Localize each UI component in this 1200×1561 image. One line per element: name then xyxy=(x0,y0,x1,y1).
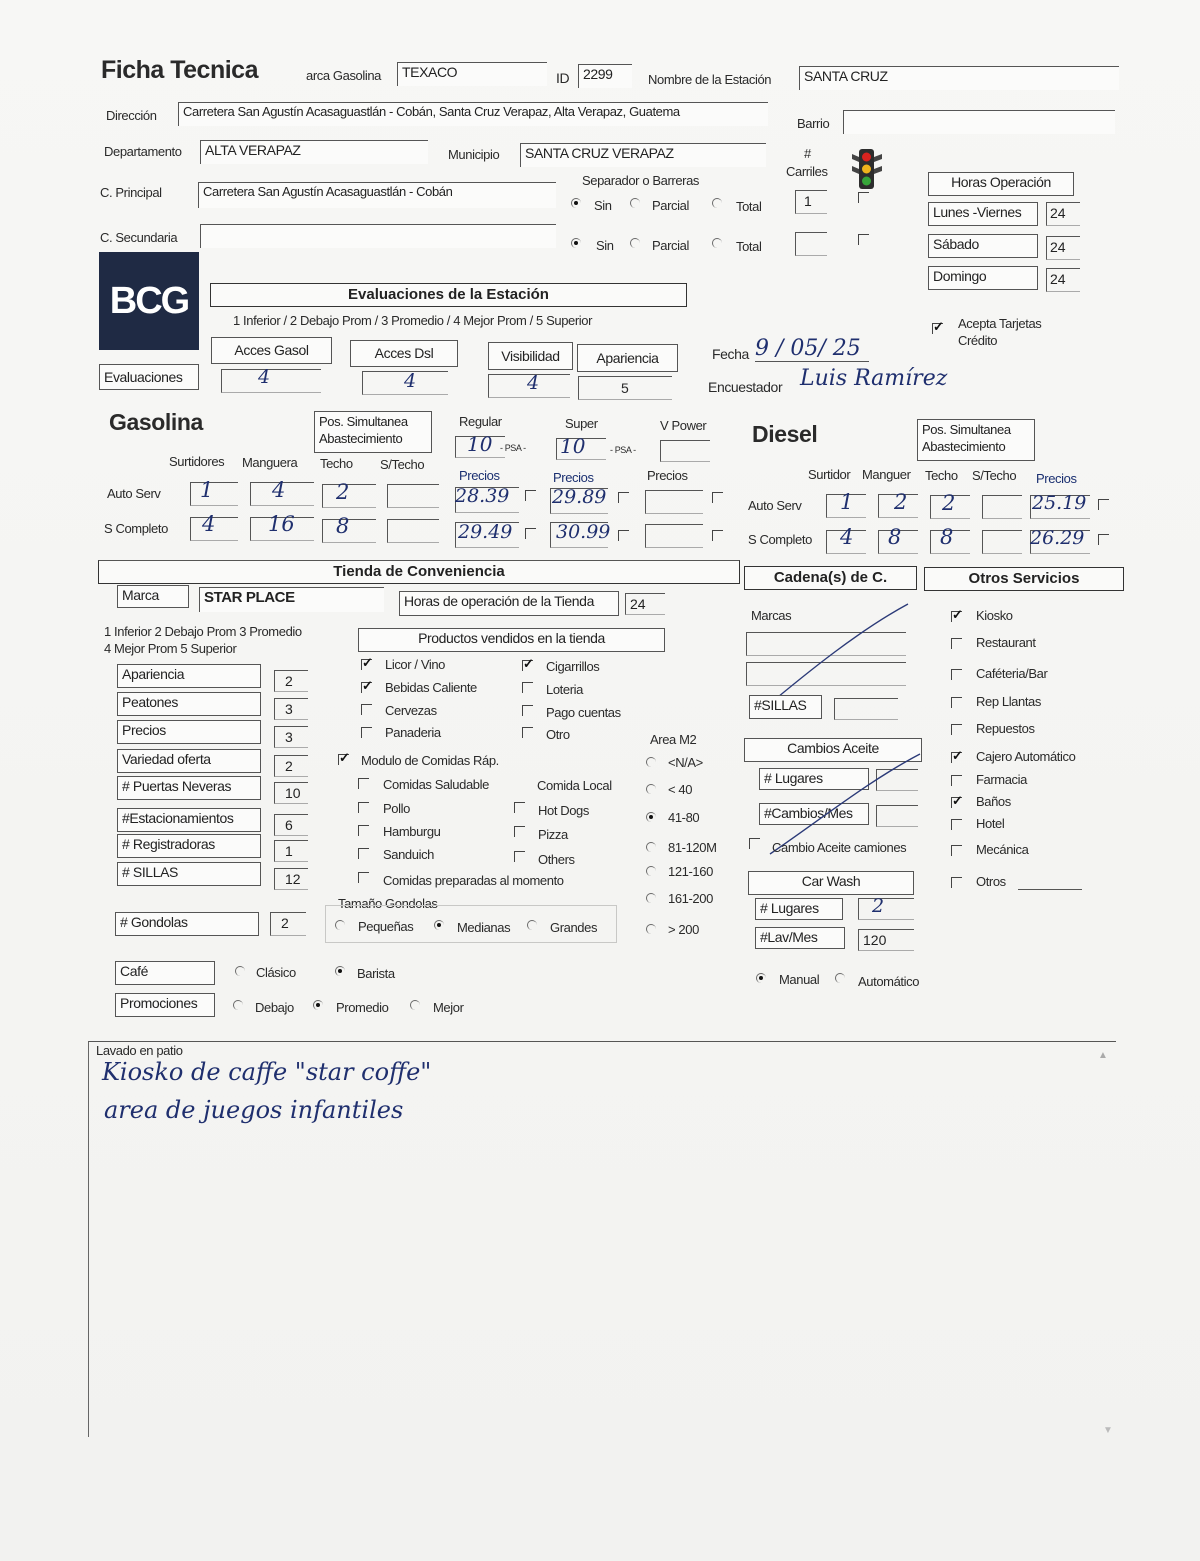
gasolina-full-manguera: 16 xyxy=(268,512,295,536)
promo-debajo-radio[interactable] xyxy=(233,1000,243,1010)
gasolina-full-techo: 8 xyxy=(336,514,350,538)
address-label: Dirección xyxy=(106,108,157,123)
station-name-label: Nombre de la Estación xyxy=(648,72,772,87)
loteria-checkbox[interactable] xyxy=(522,682,533,693)
pollo-label: Pollo xyxy=(383,801,410,816)
store-metric-value[interactable]: 3 xyxy=(274,726,308,748)
service-checkbox[interactable] xyxy=(951,669,962,680)
store-brand-field[interactable]: STAR PLACE xyxy=(199,587,384,612)
evaluations-row-label: Evaluaciones xyxy=(99,364,199,390)
evaluations-scale: 1 Inferior / 2 Debajo Prom / 3 Promedio / 4 Mejor Prom / 5 Superior xyxy=(233,313,593,328)
licor-checkbox[interactable] xyxy=(361,659,372,670)
service-label: Otros xyxy=(976,874,1006,889)
saludable-label: Comidas Saludable xyxy=(383,777,489,792)
super-positions-value: 10 xyxy=(560,434,586,458)
principal-total-label: Total xyxy=(736,199,762,214)
cigarrillos-label: Cigarrillos xyxy=(546,659,600,674)
store-metric-label: #Estacionamientos xyxy=(117,808,261,832)
pago-label: Pago cuentas xyxy=(546,705,621,720)
acces-gasol-header: Acces Gasol xyxy=(211,337,332,364)
id-field[interactable]: 2299 xyxy=(578,64,632,88)
preparadas-checkbox[interactable] xyxy=(358,872,369,883)
municipality-field[interactable]: SANTA CRUZ VERAPAZ xyxy=(520,143,766,167)
wash-lugares-value: 2 xyxy=(872,895,885,917)
products-title: Productos vendidos en la tienda xyxy=(358,628,665,652)
wash-title: Car Wash xyxy=(748,871,914,895)
super-full-price: 30.99 xyxy=(556,521,611,543)
credit-card-label-1: Acepta Tarjetas xyxy=(958,316,1042,331)
regular-auto-price: 28.39 xyxy=(455,485,510,507)
service-label: Caféteria/Bar xyxy=(976,666,1048,681)
vpower-auto-price-field[interactable] xyxy=(645,490,703,514)
pizza-checkbox[interactable] xyxy=(514,826,525,837)
service-checkbox[interactable] xyxy=(951,697,962,708)
vpower-auto-price-check[interactable] xyxy=(712,492,723,503)
diesel-pos-box xyxy=(917,419,1035,461)
address-field[interactable]: Carretera San Agustín Acasaguastlán - Cobán, Santa Cruz Verapaz, Alta Verapaz, Guatema xyxy=(178,102,768,126)
diesel-title: Diesel xyxy=(752,421,818,447)
super-prices-label: Precios xyxy=(553,470,594,485)
store-metric-label: # SILLAS xyxy=(117,862,261,886)
area-option-label: > 200 xyxy=(668,922,699,937)
secondary-parcial-label: Parcial xyxy=(652,238,689,253)
vpower-prices-label: Precios xyxy=(647,468,688,483)
form-title: Ficha Tecnica xyxy=(101,56,258,84)
diesel-auto-stecho-field[interactable] xyxy=(982,495,1022,519)
principal-field[interactable]: Carretera San Agustín Acasaguastlán - Cobán xyxy=(198,182,556,208)
bebidas-checkbox[interactable] xyxy=(361,682,372,693)
gasolina-full-label: S Completo xyxy=(104,521,168,536)
barrio-label: Barrio xyxy=(797,116,830,131)
area-option-label: 81-120M xyxy=(668,840,717,855)
diesel-full-stecho-field[interactable] xyxy=(982,530,1022,554)
credit-card-checkbox[interactable] xyxy=(932,323,943,334)
diesel-auto-surtidor: 1 xyxy=(840,490,854,514)
principal-label: C. Principal xyxy=(100,185,162,200)
principal-separator-parcial-radio[interactable] xyxy=(630,198,640,208)
store-metric-label: Apariencia xyxy=(117,664,261,688)
diesel-full-price-check[interactable] xyxy=(1098,534,1109,545)
wash-lugares-label: # Lugares xyxy=(755,898,843,920)
area-option-radio[interactable] xyxy=(646,784,656,794)
date-label: Fecha xyxy=(712,346,749,362)
service-label: Rep Llantas xyxy=(976,694,1041,709)
hotdogs-checkbox[interactable] xyxy=(514,802,525,813)
service-checkbox[interactable] xyxy=(951,611,962,622)
oil-lugares-label: # Lugares xyxy=(759,768,869,790)
gasolina-title: Gasolina xyxy=(109,409,203,435)
wash-mes-field[interactable]: 120 xyxy=(858,929,914,951)
diesel-full-label: S Completo xyxy=(748,532,812,547)
diesel-col-techo: Techo xyxy=(925,468,958,483)
gasolina-full-surtidores: 4 xyxy=(202,512,216,536)
diesel-pos-line-2: Abastecimiento xyxy=(922,439,1006,454)
gondola-pequenas-radio[interactable] xyxy=(335,920,345,930)
store-metric-label: Variedad oferta xyxy=(117,749,261,773)
gasolina-pos-line-2: Abastecimiento xyxy=(319,431,403,446)
hamburgu-checkbox[interactable] xyxy=(358,825,369,836)
store-scale-2: 4 Mejor Prom 5 Superior xyxy=(104,641,237,656)
fuel-regular-label: Regular xyxy=(459,414,502,429)
service-checkbox[interactable] xyxy=(951,724,962,735)
service-label: Baños xyxy=(976,794,1011,809)
acces-dsl-value: 4 xyxy=(404,370,417,392)
diesel-pos-line-1: Pos. Simultanea xyxy=(922,422,1011,437)
store-metric-value[interactable]: 1 xyxy=(274,840,308,862)
area-title: Area M2 xyxy=(650,732,697,747)
principal-lanes-field[interactable]: 1 xyxy=(795,190,827,214)
surveyor-value[interactable]: Luis Ramírez xyxy=(800,366,948,391)
service-checkbox[interactable] xyxy=(951,638,962,649)
area-option-label: < 40 xyxy=(668,782,693,797)
promo-label: Promociones xyxy=(115,993,215,1017)
regular-full-price-check[interactable] xyxy=(525,528,536,539)
panaderia-checkbox[interactable] xyxy=(361,727,372,738)
chains-sillas-label: #SILLAS xyxy=(749,695,822,719)
gondola-size-title: Tamaño Gondolas xyxy=(338,896,438,911)
scroll-down-icon[interactable]: ▼ xyxy=(1103,1425,1113,1436)
area-option-label: 41-80 xyxy=(668,810,700,825)
gasolina-pos-line-1: Pos. Simultanea xyxy=(319,414,408,429)
scroll-up-icon[interactable]: ▲ xyxy=(1098,1050,1108,1061)
pago-checkbox[interactable] xyxy=(522,705,533,716)
otro-label: Otro xyxy=(546,727,570,742)
others-label: Others xyxy=(538,852,575,867)
service-checkbox[interactable] xyxy=(951,877,962,888)
gasolina-auto-manguera: 4 xyxy=(272,478,286,502)
gondolas-label: # Gondolas xyxy=(115,912,259,936)
gasolina-auto-stecho-field[interactable] xyxy=(387,484,439,508)
station-name-field[interactable]: SANTA CRUZ xyxy=(799,66,1119,90)
service-label: Repuestos xyxy=(976,721,1035,736)
diesel-auto-price: 25.19 xyxy=(1032,492,1087,514)
store-metric-label: # Puertas Neveras xyxy=(117,776,261,800)
gasolina-col-techo: Techo xyxy=(320,456,353,471)
fuel-super-label: Super xyxy=(565,416,598,431)
traffic-light-icon xyxy=(851,148,883,190)
saturday-hours-field[interactable]: 24 xyxy=(1046,236,1080,260)
others-checkbox[interactable] xyxy=(514,851,525,862)
principal-parcial-label: Parcial xyxy=(652,198,689,213)
chains-marcas-label: Marcas xyxy=(751,608,792,623)
cafe-label: Café xyxy=(115,961,215,985)
principal-separator-sin-radio[interactable] xyxy=(571,198,581,208)
cafe-clasico-radio[interactable] xyxy=(235,966,245,976)
store-scale-1: 1 Inferior 2 Debajo Prom 3 Promedio xyxy=(104,624,302,639)
store-hours-label: Horas de operación de la Tienda xyxy=(399,591,619,616)
diesel-col-stecho: S/Techo xyxy=(972,468,1017,483)
store-hours-field[interactable]: 24 xyxy=(625,593,665,615)
diesel-auto-price-check[interactable] xyxy=(1098,499,1109,510)
otro-checkbox[interactable] xyxy=(522,727,533,738)
gasolina-col-stecho: S/Techo xyxy=(380,457,425,472)
service-checkbox[interactable] xyxy=(951,845,962,856)
store-title: Tienda de Conveniencia xyxy=(98,560,740,584)
super-auto-price-check[interactable] xyxy=(618,492,629,503)
service-checkbox[interactable] xyxy=(951,775,962,786)
secondary-total-label: Total xyxy=(736,239,762,254)
service-checkbox[interactable] xyxy=(951,752,962,763)
brand-label: arca Gasolina xyxy=(306,68,382,83)
department-label: Departamento xyxy=(104,144,182,159)
secondary-label: C. Secundaria xyxy=(100,230,178,245)
vpower-full-price-check[interactable] xyxy=(712,530,723,541)
diesel-full-techo: 8 xyxy=(940,525,954,549)
visibilidad-value: 4 xyxy=(527,372,540,394)
promo-promedio-label: Promedio xyxy=(336,1000,389,1015)
apariencia-value: 5 xyxy=(621,380,629,396)
hamburgu-label: Hamburgu xyxy=(383,824,441,839)
area-option-radio[interactable] xyxy=(646,757,656,767)
pizza-label: Pizza xyxy=(538,827,568,842)
regular-auto-price-check[interactable] xyxy=(525,490,536,501)
chains-sillas-field[interactable] xyxy=(834,698,898,720)
gondola-medianas-label: Medianas xyxy=(457,920,511,935)
promo-debajo-label: Debajo xyxy=(255,1000,294,1015)
wash-lugares-field[interactable] xyxy=(858,898,914,920)
gondola-medianas-radio[interactable] xyxy=(434,920,444,930)
secondary-field[interactable] xyxy=(200,224,556,248)
visibilidad-header: Visibilidad xyxy=(488,342,573,370)
cafe-clasico-label: Clásico xyxy=(256,965,296,980)
oil-trucks-label: Cambio Aceite camiones xyxy=(772,840,907,855)
regular-full-price: 29.49 xyxy=(458,521,513,543)
otros-line xyxy=(1018,889,1082,890)
promo-mejor-radio[interactable] xyxy=(410,1000,420,1010)
wash-manual-radio[interactable] xyxy=(756,973,766,983)
store-metric-value[interactable]: 12 xyxy=(274,868,308,890)
gondolas-field[interactable]: 2 xyxy=(270,912,306,936)
cervezas-label: Cervezas xyxy=(385,703,437,718)
secondary-separator-sin-radio[interactable] xyxy=(571,238,581,248)
diesel-auto-manguera: 2 xyxy=(894,490,908,514)
gasolina-col-manguera: Manguera xyxy=(242,455,298,470)
bebidas-label: Bebidas Caliente xyxy=(385,680,477,695)
municipality-label: Municipio xyxy=(448,147,500,162)
gasolina-auto-surtidores: 1 xyxy=(200,478,214,502)
acces-gasol-field[interactable] xyxy=(221,369,321,393)
diesel-col-manguer: Manguer xyxy=(862,467,911,482)
area-option-radio[interactable] xyxy=(646,866,656,876)
store-metric-value[interactable]: 6 xyxy=(274,814,308,836)
notes-line-2: area de juegos infantiles xyxy=(104,1096,404,1124)
service-checkbox[interactable] xyxy=(951,819,962,830)
sanduich-checkbox[interactable] xyxy=(358,848,369,859)
services-title: Otros Servicios xyxy=(924,567,1124,591)
brand-field[interactable]: TEXACO xyxy=(397,62,547,86)
super-full-price-check[interactable] xyxy=(618,530,629,541)
secondary-lanes-field[interactable] xyxy=(795,232,827,256)
diesel-full-price: 26.29 xyxy=(1030,527,1085,549)
lanes-label: Carriles xyxy=(786,164,828,179)
diesel-prices-label: Precios xyxy=(1036,471,1077,486)
regular-psa: - PSA - xyxy=(500,443,526,453)
date-value[interactable]: 9 / 05/ 25 xyxy=(755,336,869,362)
store-metric-value[interactable]: 2 xyxy=(274,670,308,692)
saludable-checkbox[interactable] xyxy=(358,778,369,789)
service-label: Restaurant xyxy=(976,635,1036,650)
gasolina-col-surtidores: Surtidores xyxy=(169,454,225,469)
store-metric-label: Precios xyxy=(117,720,261,744)
area-option-label: 161-200 xyxy=(668,891,713,906)
service-checkbox[interactable] xyxy=(951,797,962,808)
regular-prices-label: Precios xyxy=(459,468,500,483)
cafe-barista-label: Barista xyxy=(357,966,395,981)
area-option-label: 121-160 xyxy=(668,864,713,879)
licor-label: Licor / Vino xyxy=(385,657,445,672)
promo-promedio-radio[interactable] xyxy=(313,1000,323,1010)
fuel-vpower-label: V Power xyxy=(660,418,707,433)
gasolina-auto-techo: 2 xyxy=(336,480,350,504)
service-label: Cajero Automático xyxy=(976,749,1076,764)
store-brand-label: Marca xyxy=(117,585,189,608)
gondola-grandes-label: Grandes xyxy=(550,920,598,935)
diesel-col-surtidor: Surtidor xyxy=(808,467,851,482)
acces-gasol-value: 4 xyxy=(258,366,271,388)
super-auto-price: 29.89 xyxy=(552,486,607,508)
area-option-label: <N/A> xyxy=(668,755,703,770)
separator-label: Separador o Barreras xyxy=(582,173,700,188)
sanduich-label: Sanduich xyxy=(383,847,435,862)
fast-food-checkbox[interactable] xyxy=(338,754,349,765)
cafe-barista-radio[interactable] xyxy=(335,966,345,976)
chains-title: Cadena(s) de C. xyxy=(744,566,917,590)
cervezas-checkbox[interactable] xyxy=(361,704,372,715)
gasolina-auto-surtidores-field[interactable] xyxy=(190,482,238,506)
sunday-hours-field[interactable]: 24 xyxy=(1046,268,1080,292)
area-option-radio[interactable] xyxy=(646,842,656,852)
local-label: Comida Local xyxy=(537,778,612,793)
diesel-full-manguera: 8 xyxy=(888,525,902,549)
acces-dsl-header: Acces Dsl xyxy=(350,340,458,367)
department-field[interactable]: ALTA VERAPAZ xyxy=(200,140,428,164)
diesel-auto-label: Auto Serv xyxy=(748,498,802,513)
barrio-field[interactable] xyxy=(843,110,1115,134)
credit-card-label-2: Crédito xyxy=(958,333,998,348)
store-metric-value[interactable]: 3 xyxy=(274,698,308,720)
gondola-pequenas-label: Pequeñas xyxy=(358,919,414,934)
surveyor-label: Encuestador xyxy=(708,379,783,395)
sunday-label: Domingo xyxy=(928,266,1038,290)
preparadas-label: Comidas preparadas al momento xyxy=(383,873,564,888)
bcg-logo: BCG xyxy=(99,252,199,350)
gondola-grandes-radio[interactable] xyxy=(527,920,537,930)
gasolina-full-stecho-field[interactable] xyxy=(387,519,439,543)
vpower-full-price-field[interactable] xyxy=(645,524,703,548)
vpower-positions-field[interactable] xyxy=(660,440,710,462)
gasolina-auto-label: Auto Serv xyxy=(107,486,161,501)
apariencia-header: Apariencia xyxy=(577,344,678,372)
loteria-label: Loteria xyxy=(546,682,583,697)
weekday-hours-field[interactable]: 24 xyxy=(1046,202,1080,226)
hotdogs-label: Hot Dogs xyxy=(538,803,589,818)
secondary-separator-total-radio[interactable] xyxy=(712,238,722,248)
store-metric-label: Peatones xyxy=(117,692,261,716)
store-metric-value[interactable]: 10 xyxy=(274,782,308,804)
principal-lanes-checkbox[interactable] xyxy=(858,192,869,203)
notes-label: Lavado en patio xyxy=(96,1043,183,1058)
evaluations-title: Evaluaciones de la Estación xyxy=(210,283,687,307)
principal-separator-total-radio[interactable] xyxy=(712,198,722,208)
weekday-label: Lunes -Viernes xyxy=(928,202,1038,226)
area-option-radio[interactable] xyxy=(646,893,656,903)
area-option-radio[interactable] xyxy=(646,812,656,822)
fast-food-label: Modulo de Comidas Ráp. xyxy=(361,753,499,768)
notes-line-1: Kiosko de caffe "star coffe" xyxy=(102,1058,432,1086)
service-label: Mecánica xyxy=(976,842,1029,857)
wash-manual-label: Manual xyxy=(779,972,820,987)
lanes-label-hash: # xyxy=(804,146,811,161)
panaderia-label: Panaderia xyxy=(385,725,441,740)
saturday-label: Sábado xyxy=(928,234,1038,258)
hours-title: Horas Operación xyxy=(928,172,1074,196)
service-label: Hotel xyxy=(976,816,1005,831)
service-label: Farmacia xyxy=(976,772,1027,787)
diesel-auto-techo: 2 xyxy=(942,491,956,515)
wash-mes-label: #Lav/Mes xyxy=(755,927,845,949)
principal-sin-label: Sin xyxy=(594,198,612,213)
store-metric-value[interactable]: 2 xyxy=(274,755,308,777)
gasolina-pos-box xyxy=(314,411,432,453)
secondary-lanes-checkbox[interactable] xyxy=(858,234,869,245)
oil-trucks-checkbox[interactable] xyxy=(749,838,760,849)
wash-auto-label: Automático xyxy=(858,974,920,989)
store-metric-label: # Registradoras xyxy=(117,834,261,858)
pollo-checkbox[interactable] xyxy=(358,802,369,813)
super-psa: - PSA - xyxy=(610,445,636,455)
secondary-sin-label: Sin xyxy=(596,238,614,253)
cigarrillos-checkbox[interactable] xyxy=(522,660,533,671)
wash-auto-radio[interactable] xyxy=(835,973,845,983)
diesel-full-surtidor: 4 xyxy=(840,525,854,549)
area-option-radio[interactable] xyxy=(646,924,656,934)
oil-mes-label: #Cambios/Mes xyxy=(759,803,869,825)
secondary-separator-parcial-radio[interactable] xyxy=(630,238,640,248)
id-label: ID xyxy=(556,70,570,86)
oil-title: Cambios Aceite xyxy=(744,738,922,762)
service-label: Kiosko xyxy=(976,608,1013,623)
regular-positions-value: 10 xyxy=(467,432,493,456)
promo-mejor-label: Mejor xyxy=(433,1000,464,1015)
